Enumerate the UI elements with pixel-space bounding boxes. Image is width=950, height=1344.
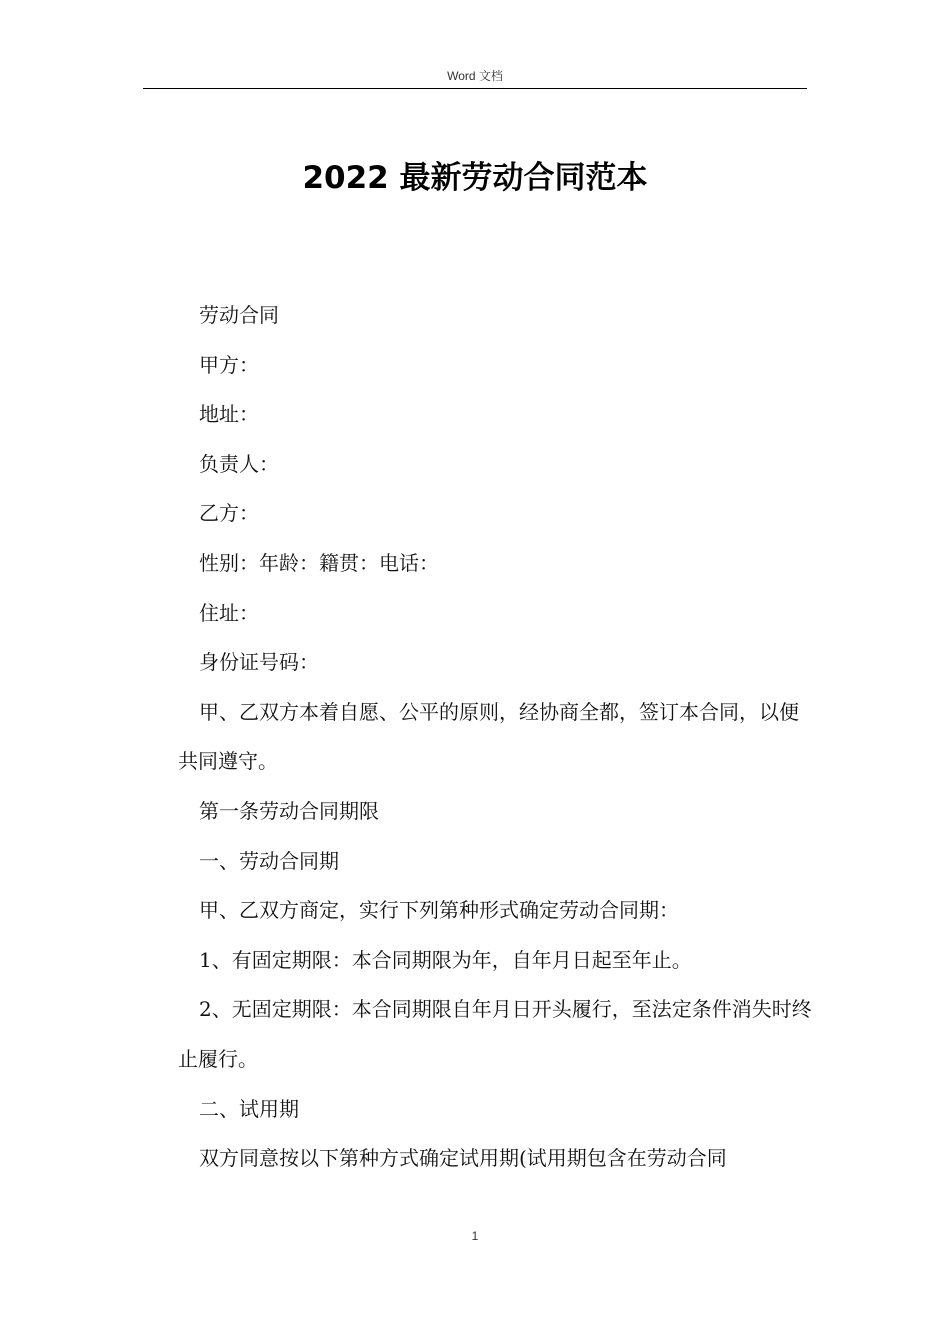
paragraph-id-number: 身份证号码：	[199, 650, 319, 675]
page-header: Word 文档	[447, 69, 503, 83]
paragraph-probation-terms: 双方同意按以下第种方式确定试用期(试用期包含在劳动合同	[199, 1146, 727, 1171]
paragraph-preamble: 甲、乙双方本着自愿、公平的原则，经协商全都，签订本合同，以便共同遵守。	[178, 699, 799, 774]
paragraph-party-a: 甲方：	[199, 352, 259, 377]
paragraph-responsible-person: 负责人：	[199, 451, 279, 476]
paragraph-open-term: 2、无固定期限：本合同期限自年月日开头履行，至法定条件消失时终止履行。	[178, 997, 812, 1071]
paragraph-contract-term: 一、劳动合同期	[199, 848, 339, 873]
page-number: 1	[471, 1229, 479, 1243]
paragraph-residence: 住址：	[199, 600, 259, 625]
paragraph-fixed-term: 1、有固定期限：本合同期限为年，自年月日起至年止。	[199, 947, 692, 972]
paragraph-party-b: 乙方：	[199, 501, 259, 526]
paragraph-article-one: 第一条劳动合同期限	[199, 798, 379, 823]
document-title: 2022 最新劳动合同范本	[302, 160, 648, 196]
paragraph-term-agreement: 甲、乙双方商定，实行下列第种形式确定劳动合同期：	[199, 898, 679, 923]
paragraph-probation-heading: 二、试用期	[199, 1096, 299, 1121]
paragraph-address: 地址：	[199, 402, 259, 427]
paragraph-personal-info: 性别：年龄：籍贯：电话：	[199, 550, 439, 575]
paragraph-contract-heading: 劳动合同	[199, 303, 279, 327]
header-divider	[143, 88, 807, 89]
document-body	[178, 291, 812, 1184]
